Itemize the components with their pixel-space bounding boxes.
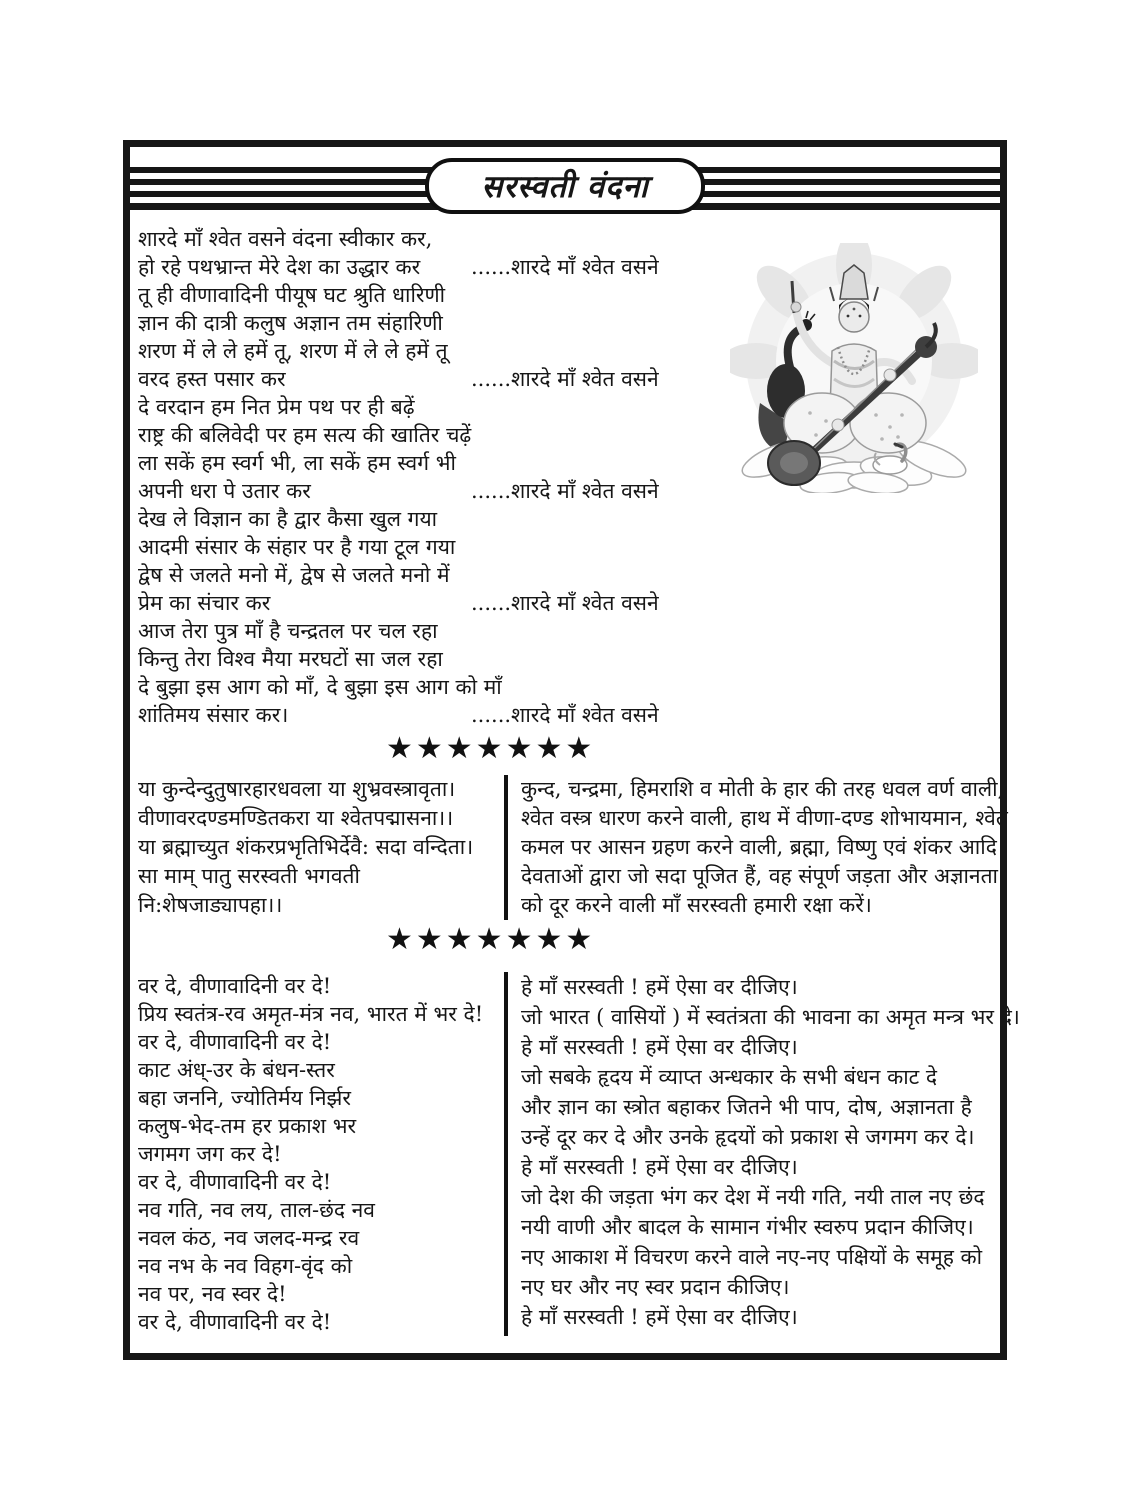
poem-line: द्वेष से जलते मनो में, द्वेष से जलते मनो में (138, 563, 450, 587)
meaning-line: श्वेत वस्त्र धारण करने वाली, हाथ में वीणा-दण्ड शोभायमान, श्वेत (521, 806, 1008, 830)
shloka-meaning (508, 775, 1008, 920)
refrain-text: ......शारदे माँ श्वेत वसने (471, 591, 659, 615)
page-title: सरस्वती वंदना (481, 169, 649, 205)
shloka-line: सा माम् पातु सरस्वती भगवती (138, 864, 360, 888)
poem2-line: नव गति, नव लय, ताल-छंद नव (138, 1198, 375, 1222)
shloka-line: या ब्रह्माच्युत शंकरप्रभृतिभिर्देवै: सदा वन्दिता। (138, 835, 474, 859)
title-oval (425, 158, 705, 214)
poem2-line: नवल कंठ, नव जलद-मन्द्र रव (138, 1226, 360, 1250)
meaning2-line: हे माँ सरस्वती ! हमें ऐसा वर दीजिए। (521, 1305, 798, 1329)
meaning2-line: और ज्ञान का स्त्रोत बहाकर जितने भी पाप, दोष, अज्ञानता है (521, 1095, 972, 1119)
meaning2-line: जो भारत ( वासियों ) में स्वतंत्रता की भावना का अमृत मन्त्र भर दे। (521, 1005, 1020, 1029)
poem-line: प्रेम का संचार कर ......शारदे माँ श्वेत वसने (138, 591, 659, 615)
poem2-line: प्रिय स्वतंत्र-रव अमृत-मंत्र नव, भारत में भर दे! (138, 1002, 484, 1026)
poem2-line: नव नभ के नव विहग-वृंद को (138, 1254, 353, 1278)
meaning-line: कमल पर आसन ग्रहण करने वाली, ब्रह्मा, विष्णु एवं शंकर आदि (521, 835, 997, 859)
poem2-line: बहा जननि, ज्योतिर्मय निर्झर (138, 1086, 351, 1110)
star-separator-1: ★★★★★★★ (386, 731, 596, 766)
refrain-text: ......शारदे माँ श्वेत वसने (471, 703, 659, 727)
refrain-text: ......शारदे माँ श्वेत वसने (471, 479, 659, 503)
poem2-line: वर दे, वीणावादिनी वर दे! (138, 974, 332, 998)
varde-section (130, 972, 1020, 1336)
meaning2-line: हे माँ सरस्वती ! हमें ऐसा वर दीजिए। (521, 975, 798, 999)
poem-line: देख ले विज्ञान का है द्वार कैसा खुल गया (138, 507, 438, 531)
poem-line: दे बुझा इस आग को माँ, दे बुझा इस आग को माँ (138, 675, 502, 699)
sharde-poem (138, 225, 1000, 729)
shloka-line: या कुन्देन्दुतुषारहारधवला या शुभ्रवस्त्रावृता। (138, 777, 456, 801)
varde-poem (130, 972, 504, 1336)
poem-line: राष्ट्र की बलिवेदी पर हम सत्य की खातिर चढ़ें (138, 423, 472, 447)
poem2-line: काट अंध्-उर के बंधन-स्तर (138, 1058, 335, 1082)
meaning-line: को दूर करने वाली माँ सरस्वती हमारी रक्षा करें। (521, 893, 872, 917)
meaning2-line: नए आकाश में विचरण करने वाले नए-नए पक्षियों के समूह को (521, 1245, 983, 1269)
shloka-line: नि:शेषजाड्यापहा।। (138, 893, 283, 917)
star-separator-2: ★★★★★★★ (386, 922, 596, 957)
poem-line: शांतिमय संसार कर। ......शारदे माँ श्वेत वसने (138, 703, 659, 727)
poem2-line: वर दे, वीणावादिनी वर दे! (138, 1030, 332, 1054)
poem-line: शरण में ले ले हमें तू, शरण में ले ले हमें तू (138, 339, 448, 363)
poem2-line: वर दे, वीणावादिनी वर दे! (138, 1310, 332, 1334)
meaning2-line: हे माँ सरस्वती ! हमें ऐसा वर दीजिए। (521, 1155, 798, 1179)
refrain-text: ......शारदे माँ श्वेत वसने (471, 255, 659, 279)
poem-line: शारदे माँ श्वेत वसने वंदना स्वीकार कर, (138, 227, 433, 251)
meaning2-line: जो देश की जड़ता भंग कर देश में नयी गति, नयी ताल नए छंद (521, 1185, 985, 1209)
poem-line: आदमी संसार के संहार पर है गया टूल गया (138, 535, 456, 559)
poem2-line: जगमग जग कर दे! (138, 1142, 282, 1166)
poem2-line: वर दे, वीणावादिनी वर दे! (138, 1170, 332, 1194)
varde-meaning (508, 972, 1020, 1336)
poem2-line: कलुष-भेद-तम हर प्रकाश भर (138, 1114, 357, 1138)
header-band (130, 147, 1000, 217)
shloka-section (130, 775, 1008, 920)
meaning2-line: जो सबके हृदय में व्याप्त अन्धकार के सभी बंधन काट दे (521, 1065, 938, 1089)
poem-line: ला सकें हम स्वर्ग भी, ला सकें हम स्वर्ग भी (138, 451, 456, 475)
poem-line: किन्तु तेरा विश्व मैया मरघटों सा जल रहा (138, 647, 443, 671)
meaning2-line: हे माँ सरस्वती ! हमें ऐसा वर दीजिए। (521, 1035, 798, 1059)
meaning2-line: नए घर और नए स्वर प्रदान कीजिए। (521, 1275, 790, 1299)
meaning2-line: उन्हें दूर कर दे और उनके हृदयों को प्रकाश से जगमग कर दे। (521, 1125, 975, 1149)
poem-line: हो रहे पथभ्रान्त मेरे देश का उद्धार कर ......शारदे माँ श्वेत वसने (138, 255, 659, 279)
sanskrit-shloka (130, 775, 504, 920)
poem-line: ज्ञान की दात्री कलुष अज्ञान तम संहारिणी (138, 311, 443, 335)
shloka-line: वीणावरदण्डमण्डितकरा या श्वेतपद्मासना।। (138, 806, 454, 830)
poem-line: वरद हस्त पसार कर ......शारदे माँ श्वेत वसने (138, 367, 659, 391)
refrain-text: ......शारदे माँ श्वेत वसने (471, 367, 659, 391)
page-frame (123, 140, 1020, 1360)
poem-line: तू ही वीणावादिनी पीयूष घट श्रुति धारिणी (138, 283, 446, 307)
meaning2-line: नयी वाणी और बादल के सामान गंभीर स्वरुप प्रदान कीजिए। (521, 1215, 974, 1239)
poem-line: दे वरदान हम नित प्रेम पथ पर ही बढ़ें (138, 395, 415, 419)
poem-line: अपनी धरा पे उतार कर ......शारदे माँ श्वेत वसने (138, 479, 659, 503)
poem2-line: नव पर, नव स्वर दे! (138, 1282, 287, 1306)
poem-line: आज तेरा पुत्र माँ है चन्द्रतल पर चल रहा (138, 619, 438, 643)
meaning-line: कुन्द, चन्द्रमा, हिमराशि व मोती के हार की तरह धवल वर्ण वाली, (521, 777, 1005, 801)
meaning-line: देवताओं द्वारा जो सदा पूजित हैं, वह संपूर्ण जड़ता और अज्ञानता (521, 864, 998, 888)
